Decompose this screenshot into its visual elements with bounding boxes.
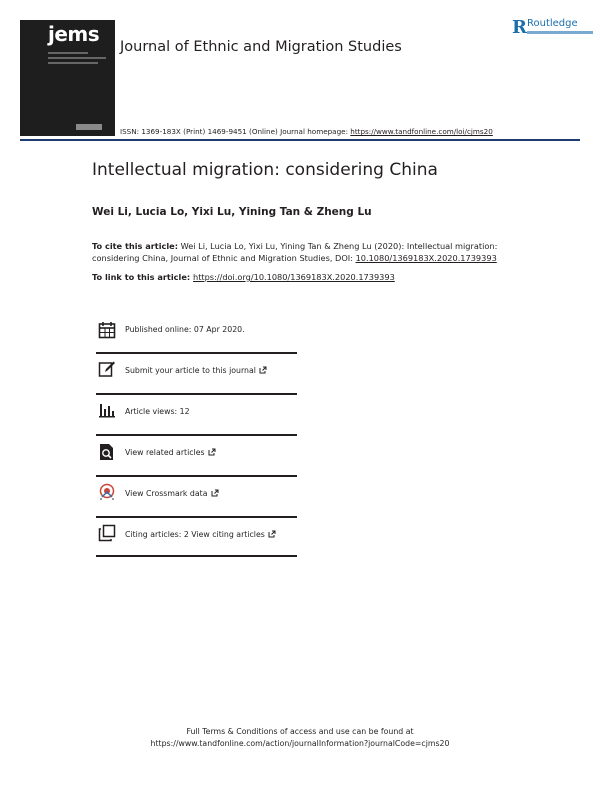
citation-text: Wei Li, Lucia Lo, Yixi Lu, Yining Tan & Zheng Lu (2020): Intellectual migration: considering China, Journal of Ethnic and Migration Studies, DOI:	[92, 241, 498, 263]
item-divider	[96, 555, 297, 557]
submit-article-text: Submit your article to this journal	[125, 366, 256, 375]
citing-articles-link[interactable]	[125, 530, 276, 539]
article-link-line	[92, 272, 395, 282]
issn-line	[120, 127, 493, 136]
footer-terms-url[interactable]: https://www.tandfonline.com/action/journalInformation?journalCode=cjms20	[150, 739, 450, 748]
copy-icon	[98, 524, 116, 542]
external-link-icon	[211, 489, 219, 497]
cover-publisher-mark	[76, 124, 102, 130]
item-divider	[96, 475, 297, 477]
related-articles-text: View related articles	[125, 448, 205, 457]
calendar-icon	[98, 321, 116, 339]
cover-logo: jems	[48, 22, 100, 46]
bar-chart-icon	[98, 401, 116, 419]
issn-text: ISSN: 1369-183X (Print) 1469-9451 (Online) Journal homepage:	[120, 127, 351, 136]
item-divider	[96, 393, 297, 395]
doi-link[interactable]: 10.1080/1369183X.2020.1739393	[355, 253, 497, 263]
footer-terms-text: Full Terms & Conditions of access and use can be found at	[186, 727, 414, 736]
citing-articles-text: Citing articles: 2 View citing articles	[125, 530, 265, 539]
external-link-icon	[268, 530, 276, 538]
routledge-r-icon: R	[512, 17, 527, 38]
header-divider	[20, 139, 580, 141]
article-views-text: Article views: 12	[125, 407, 190, 416]
link-label: To link to this article:	[92, 272, 193, 282]
crossmark-text: View Crossmark data	[125, 489, 208, 498]
published-online-text: Published online: 07 Apr 2020.	[125, 325, 245, 334]
citation-label: To cite this article:	[92, 241, 178, 251]
related-articles-link[interactable]	[125, 448, 216, 457]
citation-block	[92, 240, 532, 264]
journal-homepage-link[interactable]: https://www.tandfonline.com/loi/cjms20	[350, 127, 493, 136]
article-doi-url-link[interactable]: https://doi.org/10.1080/1369183X.2020.1739393	[193, 272, 395, 282]
publisher-name: Routledge	[527, 18, 578, 29]
item-divider	[96, 516, 297, 518]
edit-icon	[98, 360, 116, 378]
item-divider	[96, 434, 297, 436]
journal-title: Journal of Ethnic and Migration Studies	[120, 39, 402, 55]
crossmark-icon	[98, 483, 116, 501]
article-title: Intellectual migration: considering China	[92, 160, 438, 180]
footer	[0, 726, 600, 750]
external-link-icon	[208, 448, 216, 456]
article-authors: Wei Li, Lucia Lo, Yixi Lu, Yining Tan & Zheng Lu	[92, 206, 372, 218]
external-link-icon	[259, 366, 267, 374]
related-search-icon	[98, 443, 116, 461]
publisher-tagline-mark	[527, 31, 593, 34]
routledge-logo	[512, 17, 594, 43]
item-divider	[96, 352, 297, 354]
cover-decoration	[48, 52, 110, 67]
crossmark-link[interactable]	[125, 489, 219, 498]
submit-article-link[interactable]	[125, 366, 267, 375]
journal-cover-image	[20, 20, 115, 136]
